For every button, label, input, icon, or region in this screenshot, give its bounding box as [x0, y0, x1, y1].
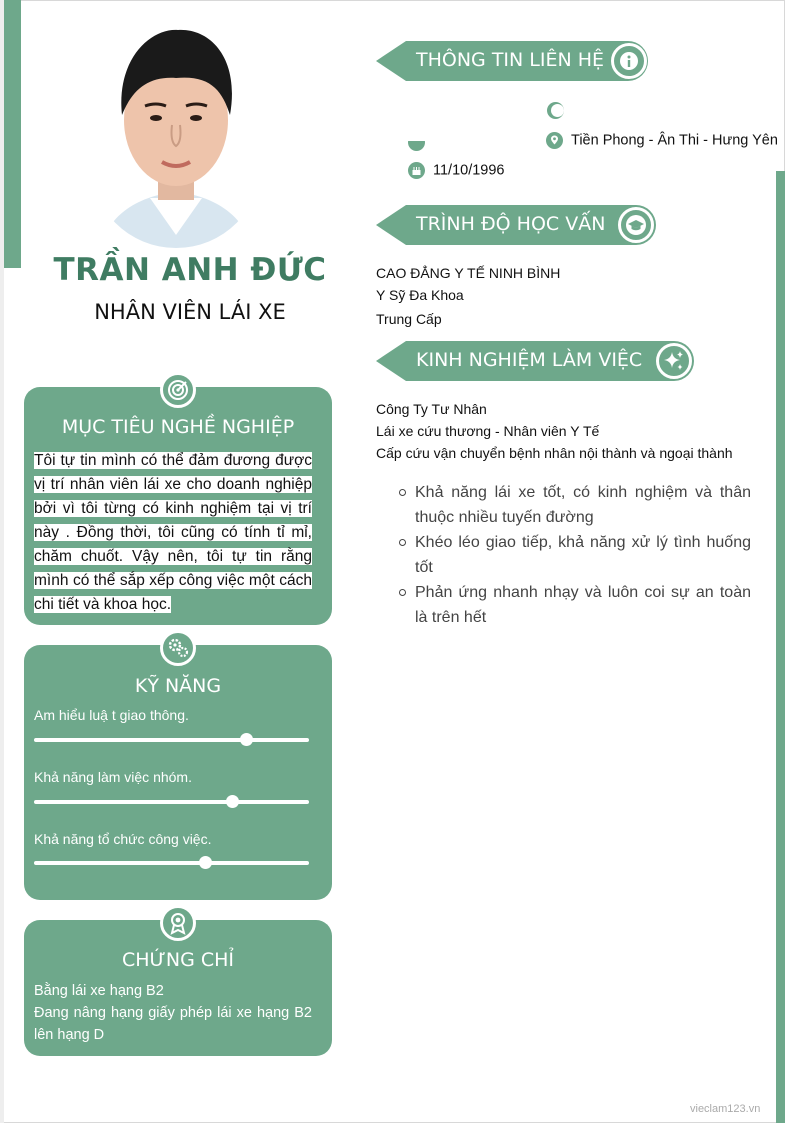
experience-company: Công Ty Tư Nhân	[376, 401, 487, 417]
objective-text: Tôi tự tin mình có thể đảm đương được vị trí nhân viên lái xe cho doanh nghiệp bởi vì tôi từng có kinh nghiệm tại vị trí này . Đồng thời, tôi cũng có tính tỉ mỉ, chăm chuốt. Vậy nên, tôi tự tin rằng mình có thể sắp xếp công việc một cách chi tiết và khoa học.	[34, 452, 312, 613]
contact-title: THÔNG TIN LIÊN HỆ	[416, 49, 605, 71]
gears-icon	[160, 630, 196, 666]
profile-photo	[90, 20, 262, 248]
contact-section-header	[376, 41, 648, 81]
birthday-text: 11/10/1996	[433, 162, 505, 179]
skill-knob[interactable]	[240, 733, 253, 746]
location-pin-icon	[546, 132, 563, 149]
skill-bar	[34, 800, 309, 804]
job-title: NHÂN VIÊN LÁI XE	[94, 300, 286, 324]
left-accent-bar	[4, 0, 21, 268]
watermark: vieclam123.vn	[690, 1103, 761, 1115]
target-icon	[160, 372, 196, 408]
skill-knob[interactable]	[199, 856, 212, 869]
skill-bar	[34, 861, 309, 865]
skill-label: Khả năng làm việc nhóm.	[34, 769, 192, 785]
skill-label: Khả năng tổ chức công việc.	[34, 831, 212, 847]
experience-role: Lái xe cứu thương - Nhân viên Y Tế	[376, 423, 600, 439]
address-text: Tiền Phong - Ân Thi - Hưng Yên	[571, 132, 778, 149]
birthday-cake-icon	[408, 162, 425, 179]
email-icon-partial	[408, 141, 425, 151]
list-item: Phản ứng nhanh nhạy và luôn coi sự an toàn là trên hết	[398, 580, 751, 630]
sparkle-icon	[656, 343, 692, 379]
skills-card	[24, 645, 332, 900]
education-major: Y Sỹ Đa Khoa	[376, 287, 464, 303]
experience-section-header	[376, 341, 694, 381]
objective-title: MỤC TIÊU NGHỀ NGHIỆP	[61, 416, 295, 438]
experience-description: Cấp cứu vận chuyển bệnh nhân nội thành và ngoại thành	[376, 445, 733, 461]
skills-title: KỸ NĂNG	[134, 675, 222, 697]
skill-knob[interactable]	[226, 795, 239, 808]
list-item: Khả năng lái xe tốt, có kinh nghiệm và thân thuộc nhiều tuyến đường	[398, 480, 751, 530]
objective-card	[24, 387, 332, 625]
skill-bar	[34, 738, 309, 742]
education-title: TRÌNH ĐỘ HỌC VẤN	[416, 213, 606, 235]
certificates-title: CHỨNG CHỈ	[122, 949, 234, 971]
certificates-text: Bằng lái xe hạng B2 Đang nâng hạng giấy phép lái xe hạng B2 lên hạng D	[34, 983, 312, 1043]
education-level: Trung Cấp	[376, 311, 442, 327]
experience-bullets	[398, 480, 751, 630]
award-icon	[160, 905, 196, 941]
skill-label: Am hiểu luậ t giao thông.	[34, 707, 189, 723]
education-school: CAO ĐẲNG Y TẾ NINH BÌNH	[376, 265, 561, 281]
info-icon	[611, 43, 647, 79]
graduation-cap-icon	[618, 207, 654, 243]
candidate-name: TRẦN ANH ĐỨC	[53, 252, 327, 288]
education-section-header	[376, 205, 656, 245]
birthday-row	[408, 162, 505, 179]
experience-title: KINH NGHIỆM LÀM VIỆC	[416, 349, 643, 371]
address-row	[546, 132, 778, 149]
phone-icon-partial	[547, 102, 564, 119]
list-item: Khéo léo giao tiếp, khả năng xử lý tình huống tốt	[398, 530, 751, 580]
right-accent-bar	[776, 171, 785, 1123]
